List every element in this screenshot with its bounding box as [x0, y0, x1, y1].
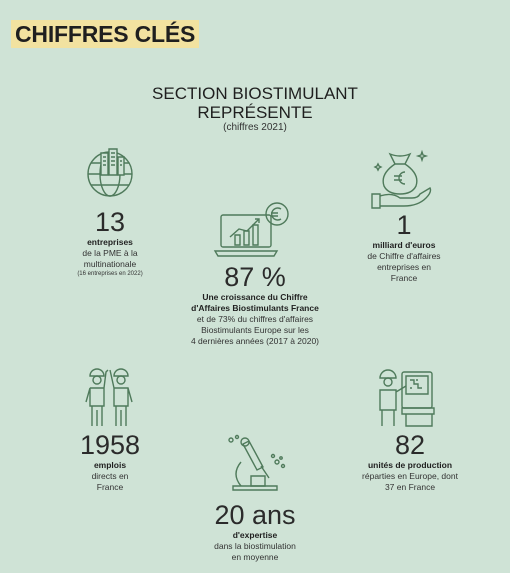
stat-production-desc-2: 37 en France — [384, 482, 436, 492]
stat-expertise-label: d'expertise — [232, 530, 278, 540]
stat-growth-label-1: Une croissance du Chiffre — [202, 292, 308, 302]
stat-expertise-desc-1: dans la biostimulation — [214, 541, 296, 551]
stat-revenue — [334, 210, 474, 284]
microscope-icon — [225, 434, 293, 494]
stat-revenue-desc-3: France — [390, 273, 418, 283]
stat-enterprises-desc-2: multinationale — [83, 259, 137, 269]
stat-growth-desc-3: 4 dernières années (2017 à 2020) — [190, 336, 320, 346]
stat-expertise-desc-2: en moyenne — [231, 552, 279, 562]
stat-enterprises-label: entreprises — [87, 237, 133, 247]
stat-expertise-number: 20 ans — [214, 500, 296, 530]
page-heading: CHIFFRES CLÉS — [11, 20, 199, 48]
stat-expertise — [185, 500, 325, 563]
section-title-line2: REPRÉSENTE — [197, 103, 313, 122]
stat-enterprises-number: 13 — [94, 207, 126, 237]
stat-growth — [155, 262, 355, 347]
stat-enterprises-desc-1: de la PME à la — [82, 248, 138, 258]
stat-growth-desc-2: Biostimulants Europe sur les — [201, 325, 309, 335]
stat-jobs-desc-2: France — [96, 482, 124, 492]
stat-growth-number: 87 % — [224, 262, 286, 292]
globe-buildings-icon — [84, 147, 136, 199]
stat-jobs-number: 1958 — [79, 430, 141, 460]
stat-growth-desc-1: et de 73% du chiffres d'affaires — [196, 314, 314, 324]
stat-revenue-number: 1 — [396, 210, 412, 240]
stat-jobs — [45, 430, 175, 493]
section-title-line1: SECTION BIOSTIMULANT — [152, 84, 358, 103]
stat-revenue-label: milliard d'euros — [372, 240, 436, 250]
stat-production-desc-1: réparties en Europe, dont — [362, 471, 458, 481]
stat-revenue-desc-1: de Chiffre d'affaires — [367, 251, 441, 261]
laptop-growth-chart-euro-icon — [215, 201, 295, 259]
engineer-machine-icon — [376, 366, 438, 428]
stat-jobs-label: emplois — [93, 460, 127, 470]
money-bag-euro-hand-icon — [370, 148, 436, 210]
stat-production-label: unités de production — [367, 460, 453, 470]
stat-production — [335, 430, 485, 493]
section-subtitle: (chiffres 2021) — [223, 122, 287, 133]
stat-enterprises-note: (16 entreprises en 2022) — [77, 271, 143, 277]
stat-revenue-desc-2: entreprises en — [377, 262, 431, 272]
stat-growth-label-2: d'Affaires Biostimulants France — [191, 303, 319, 313]
stat-jobs-desc-1: directs en — [91, 471, 129, 481]
stat-production-number: 82 — [394, 430, 426, 460]
workers-high-five-icon — [80, 366, 138, 428]
